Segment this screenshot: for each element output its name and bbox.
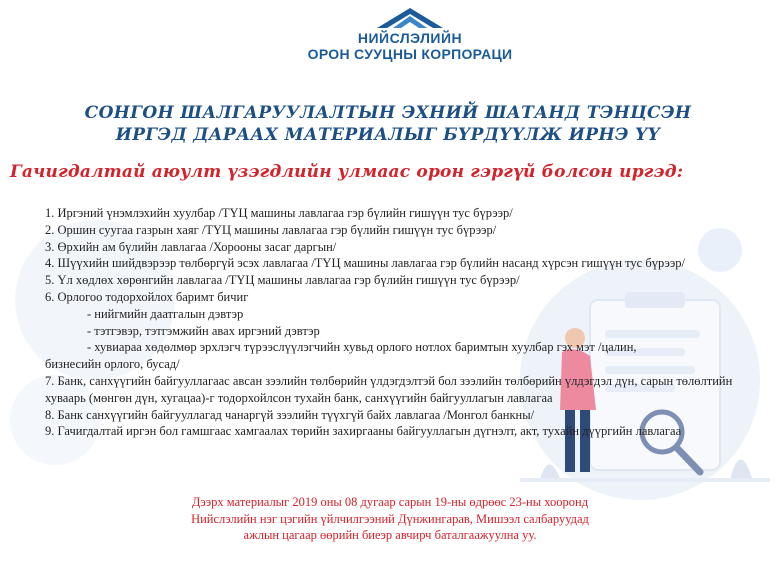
- list-item: 2. Оршин суугаа газрын хаяг /ТҮЦ машины лавлагаа гэр бүлийн гишүүн тус бүрээр/: [45, 222, 497, 237]
- corporation-logo: [300, 6, 520, 86]
- logo-line-1: НИЙСЛЭЛИЙН: [357, 30, 463, 46]
- sub-list-continuation: бизнесийн орлого, бусад/: [45, 357, 180, 372]
- page-headline: [0, 102, 776, 146]
- notice-line-1: Дээрх материалыг 2019 оны 08 дугаар сарын 19-ны өдрөөс 23-ны хооронд: [191, 495, 589, 509]
- list-item: 9. Гачигдалтай иргэн бол гамшгаас хамгаалах төрийн захиргааны байгууллагын дүгнэлт, акт, тухайн дүүргийн лавлагаа: [45, 424, 682, 439]
- list-item: 8. Банк санхүүгийн байгууллагад чанаргүй зээлийн түүхгүй байх лавлагаа /Монгол банкны/: [45, 407, 535, 422]
- sub-list-item: - нийгмийн даатгалын дэвтэр: [87, 306, 244, 321]
- submission-notice: [130, 494, 650, 544]
- headline-line-1: СОНГОН ШАЛГАРУУЛАЛТЫН ЭХНИЙ ШАТАНД ТЭНЦСЭН: [84, 103, 692, 123]
- sub-list-item: - хувиараа хөдөлмөр эрхлэгч түрээслүүлэгчийн хувьд орлого нотлох баримтын хуулбар гэх мэт /цалин,: [87, 340, 637, 355]
- list-item: 6. Орлогоо тодорхойлох баримт бичиг: [45, 289, 249, 304]
- logo-line-2: ОРОН СУУЦНЫ КОРПОРАЦИ: [307, 46, 513, 62]
- list-item: 4. Шүүхийн шийдвэрээр төлбөргүй эсэх лавлагаа /ТҮЦ машины лавлагаа гэр бүлийн насанд хүрсэн гишүүн тус бүрээр/: [45, 256, 685, 271]
- list-item: 3. Өрхийн ам бүлийн лавлагаа /Хорооны засаг даргын/: [45, 239, 337, 254]
- materials-list: [45, 205, 765, 440]
- building-roof-icon: [375, 6, 445, 30]
- headline-line-2: ИРГЭД ДАРААХ МАТЕРИАЛЫГ БҮРДҮҮЛЖ ИРНЭ ҮҮ: [115, 125, 661, 145]
- list-item: 7. Банк, санхүүгийн байгууллагаас авсан зээлийн төлбөрийн үлдэгдэлтэй бол зээлийн төлбөрийн үлдэгдэл дүн, сарын төлөлтийн хуваарь (мөнгөн дүн, хугацаа)-г тодорхойлсон тухайн банк, санхүүгийн байгууллагын лавлагаа: [45, 373, 733, 405]
- notice-line-3: ажлын цагаар өөрийн биеэр авчирч баталгаажуулна уу.: [243, 528, 537, 542]
- list-item: 5. Үл хөдлөх хөрөнгийн лавлагаа /ТҮЦ машины лавлагаа гэр бүлийн гишүүн тус бүрээр/: [45, 273, 520, 288]
- list-item: 1. Иргэний үнэмлэхийн хуулбар /ТҮЦ машины лавлагаа гэр бүлийн гишүүн тус бүрээр/: [45, 206, 513, 220]
- section-subheading: Гачигдалтай аюулт үзэгдлийн улмаас орон гэргүй болсон иргэд:: [10, 162, 684, 182]
- sub-list-item: - тэтгэвэр, тэтгэмжийн авах иргэний дэвтэр: [87, 323, 320, 338]
- notice-line-2: Нийслэлийн нэг цэгийн үйлчилгээний Дүнжингарав, Мишээл салбаруудад: [191, 511, 589, 526]
